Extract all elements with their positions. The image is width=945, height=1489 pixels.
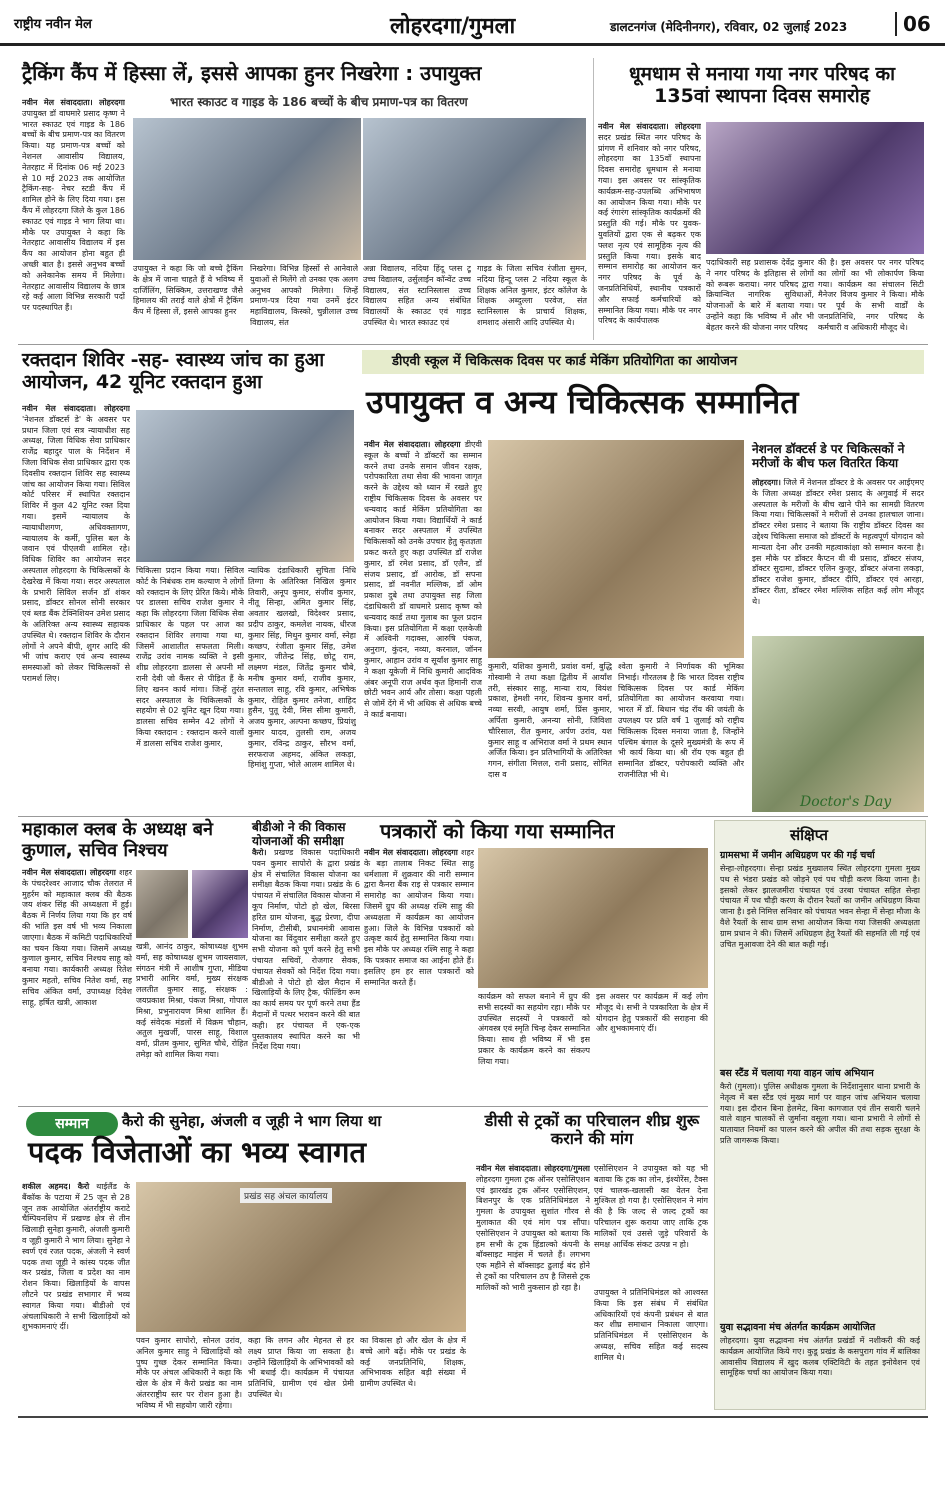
story4-text: डीएवी स्कूल के बच्चों ने डॉक्टरों का सम्मान करने तथा उनके समान जीवन रक्षक, परोपकारिता तथा सेवा की भावना जागृत करने के उद्देश्य को ध्यान में रखते हुए राष्ट्रीय चिकित्सक दिवस के अवसर पर धन्यवाद कार्ड मेकिंग प्रतियोगिता का आयोजन किया गया। विद्यार्थियों ने कार्ड बनाकर सदर अस्पताल में उपस्थित चिकित्सकों को उनके उपचार हेतु कृतज्ञता प्रकट करते हुए कहा उपस्थित डॉ राजेश कुमार, डॉ रमेश प्रसाद, डॉ एलैन, डॉ संजय प्रसाद, डॉ आरोक, डॉ सपना प्रसाद, डॉ नवनीत मल्लिक, डॉ ओम प्रकाश दुबे तथा उपायुक्त सह जिला दंडाधिकारी डॉ वाघमारे प्रसाद कृष्ण को धन्यवाद कार्ड तथा गुलाब का फूल प्रदान किया। इस प्रतियोगिता में कक्षा एलकेजी में अश्विनी गदाक्स, आरुषि पंकज, अनुराग, कुंदन, नव्या, करनाल, जॉनन कुमार, आहान उरांव व सूर्यांश कुमार साहू ने कक्षा यूकेजी में निधि कुमारी आदविक अंबर अनूपी राज अर्थव कृत हिमानी राज छोटी भवन आर्य और तोसा। कक्षा पहली से जोमें देंगे में भी अधिक से अधिक बच्चे ने कार्ड बनाया।	[364, 440, 482, 719]
story9-col4: का विकास हो और खेल के क्षेत्र में बच्चे आगे बढ़ें। मौके पर प्रखंड के कई जनप्रतिनिधि, शिक्षक, अभिभावक सहित बड़ी संख्या में ग्रामीण उपस्थित थे।	[360, 1336, 466, 1389]
page-number: 06	[895, 12, 931, 36]
story3-col3: न्यायिक दंडाधिकारी सुचिता निधि तिग्गा के अतिरिक्त निखिल कुमार तिवारी, अनूप कुमार, संजीव कुमार, नीतू सिन्हा, अमित कुमार सिंह, अवतार खलखो, विदेश्वर प्रसाद, प्रदीप ठाकुर, कमलेश नायक, धीरज कुमार सिंह, मिथुन कुमार वर्मा, स्नेहा कच्छप, रंजीता कुमार सिंह, उमेश कुमार, जीतेन्द्र सिंह, छोटू राम, लक्ष्मण मंडल, जितेंद्र कुमार चौबे, मनीष कुमार वर्मा, राजीव कुमार, सन्तलाल साहू, रवि कुमार, अभिषेक कुमार, रोहित कुमार तनेजा, शाहिद हुसैन, पुतू देवी, मिस सीमा कुमारी, अजय कुमार, अल्पना कच्छप, प्रियांशु कुमार यादव, तुलसी राम, अजय कुमार, रविन्द्र ठाकुर, सौरभ वर्मा, सरफराज अहमद, अंकित लकड़ा, हिमांशु गुप्ता, भोले आलम शामिल थे।	[248, 566, 356, 770]
story5-byline: लोहरदगा।	[752, 478, 781, 487]
section-rule	[18, 344, 928, 345]
story4-headline: उपायुक्त व अन्य चिकित्सक सम्मानित	[366, 383, 799, 421]
story5-text: जिले में नेशनल डॉक्टर डे के अवसर पर आईएमए के जिला अध्यक्ष डॉक्टर रमेश प्रसाद के अगुवाई में सदर अस्पताल के मरीजों के बीच खाने पीने का सामग्री वितरण किया गया। चिकित्सकों ने मरीजों से उनका हालचाल जाना। डॉक्टर रमेश प्रसाद ने बताया कि राष्ट्रीय डॉक्टर दिवस का उद्देश्य चिकित्सा समाज को डॉक्टरों के महत्वपूर्ण योगदान को मान्यता देना और उनकी महत्वाकांक्षा को सम्मान करना है। इस मौके पर डॉक्टर कैप्टन वी वी प्रसाद, डॉक्टर संजय, डॉक्टर सुदामा, डॉक्टर एलिन कुजूर, डॉक्टर अंजना लकड़ा, डॉक्टर राजेश कुमार, डॉक्टर दीपि, डॉक्टर एवं आरहा, डॉक्टर रीता, डॉक्टर रमेश मल्लिक सहित कई लोग मौजूद थे।	[752, 478, 924, 606]
story8-photo	[478, 848, 708, 988]
story10-byline: नवीन मेल संवाददाता। लोहरदगा/गुमला	[476, 1164, 590, 1173]
story8-col3: इस अवसर पर कार्यक्रम में कई लोग मौजूद थे। सभी ने पत्रकारिता के क्षेत्र में योगदान हेतु पत्रकारों की सराहना की और शुभकामनाएं दीं।	[596, 992, 708, 1034]
brief-item2-headline: बस स्टैंड में चलाया गया वाहन जांच अभियान	[720, 1068, 874, 1079]
story5-body	[752, 478, 924, 634]
story6-col2: खत्री, आनंद ठाकुर, कोषाध्यक्ष शुभम वर्मा, सह कोषाध्यक्ष शुभम जायसवाल, संगठन मंत्री में आशीष गुप्ता, मीडिया प्रभारी आमिर वर्मा, मुख्य संरक्षक ललतीत कुमार साहू, संरक्षक : जयप्रकाश मिश्रा, पंकज मिश्रा, गोपाल मिश्रा, प्रभुनारायण मिश्रा शामिल हैं। कई संवेदक मंडलों में विक्रम चौहान, अतुल मुखर्जी, पारस साहू, विशाल वर्मा, प्रीतम कुमार, सुमित चौधे, रोहित तमेड़ा को शामिल किया गया।	[136, 942, 248, 1059]
page-bottom-rule	[18, 1416, 928, 1418]
story3-text: 'नेशनल डॉक्टर्स डे' के अवसर पर प्रधान जिला एवं सत्र न्यायाधीश सह अध्यक्ष, जिला विधिक सेवा प्राधिकार राजेंद्र बहादुर पाल के निर्देशन में जिला विधिक सेवा प्राधिकार द्वारा एक दिवसीय रक्तदान शिविर सह स्वास्थ्य जांच का आयोजन किया गया। सिविल कोर्ट परिसर में स्थापित रक्तदान शिविर में कुल 42 यूनिट रक्त दिया गया। इसमें न्यायालय के न्यायाधीशगण, अधिवक्तागण, न्यायालय के कर्मी, पुलिस बल के जवान एवं पीएलवी शामिल रहे। विधिक शिविर का आयोजन सदर अस्पताल लोहरदगा के चिकित्सकों के देखरेख में किया गया। सदर अस्पताल के प्रभारी सिविल सर्जन डॉ शंकर प्रसाद, डॉक्टर सोनल सोनी सरकार एवं ब्लड बैंक टेक्निशियन उमेश प्रसाद के अतिरिक्त अन्य स्वास्थ्य सहायक उपस्थित थे। रक्तदान शिविर के दौरान लोगों ने अपने बीपी, शुगर आदि की भी जांच कराए एवं अन्य स्वास्थ्य समस्याओं को लेकर चिकित्सकों से परामर्श लिए।	[22, 414, 130, 683]
story2-photo	[706, 122, 924, 254]
story10-col3: उपायुक्त ने प्रतिनिधिमंडल को आश्वस्त किया कि इस संबंध में संबंधित अधिकारियों एवं कंपनी प्रबंधन से बात कर शीघ्र समाधान निकाला जाएगा। प्रतिनिधिमंडल में एसोसिएशन के अध्यक्ष, सचिव सहित कई सदस्य शामिल थे।	[594, 1288, 708, 1362]
story8-byline: नवीन मेल संवाददाता। लोहरदगा	[364, 848, 458, 857]
story6-headline: महाकाल क्लब के अध्यक्ष बने कुणाल, सचिव निश्चय	[22, 819, 213, 861]
story2-body	[598, 122, 701, 340]
column-rule	[593, 58, 594, 340]
story6-byline: नवीन मेल संवाददाता। लोहरदगा	[22, 868, 116, 877]
story7-byline: कैरो।	[252, 848, 267, 857]
story2-text: सदर प्रखंड स्थित नगर परिषद के प्रांगण में शनिवार को नगर परिषद, लोहरदगा का 135वाँ स्थापना दिवस समारोह धूमधाम से मनाया गया। इस अवसर पर सांस्कृतिक कार्यक्रम-सह-उपलब्धि अभिभाषण का आयोजन किया गया। मौके पर कई रंगारंग सांस्कृतिक कार्यक्रमों की प्रस्तुति की गई। मौके पर युवक-युवतियों द्वारा एक से बढ़कर एक फ्लश नृत्य एवं सामूहिक नृत्य की प्रस्तुति किया गया। इसके बाद सम्मान समारोह का आयोजन कर नगर परिषद के पूर्व के जनप्रतिनिधियों, स्थानीय पत्रकारों और सफाई कर्मचारियों को सम्मानित किया गया। मौके पर नगर परिषद के कार्यपालक	[598, 132, 701, 326]
story3-headline: रक्तदान शिविर -सह- स्वास्थ्य जांच का हुआ आयोजन, 42 यूनिट रक्तदान हुआ	[22, 349, 325, 393]
story1-text: उपायुक्त डॉ वाघमारे प्रसाद कृष्ण ने भारत स्काउट एवं गाइड के 186 बच्चों के बीच प्रमाण-पत्र का वितरण किया। यह प्रमाण-पत्र बच्चों को नेशनल आवासीय विद्यालय, नेतरहाट में दिनांक 06 मई 2023 से 10 मई 2023 तक आयोजित ट्रैकिंग-सह- नेचर स्टडी कैंप में शामिल होने के लिए दिया गया। इस कैंप में लोहरदगा जिले के कुल 186 स्काउट एवं गाइड ने भाग लिया था। मौके पर उपायुक्त ने कहा कि नेतरहाट आवासीय विद्यालय में इस कैंप का आयोजन होना बहुत ही अच्छी बात है। इससे अनुभव बच्चों को अनेकानेक समय में मिलेगा। नेतरहाट आवासीय विद्यालय के छात्र रहे कई आला विभिन्न सरकारी पदों पर पदस्थापित हैं।	[22, 108, 125, 313]
story1-photo-right	[363, 118, 586, 260]
story9-tag: सम्मान	[26, 1112, 118, 1136]
story8-body	[364, 848, 474, 1102]
section-name: लोहरदगा/गुमला	[390, 14, 516, 39]
story4-col2: कुमारी, यशिका कुमारी, प्रवांश वर्मा, बुद्धि गोस्वामी ने तथा कक्षा द्वितीय में आर्यांश तरी, संस्कार साहू, मान्या राय, वियंश प्रकाश, हेमशी नगर, शिवन्य कुमार वर्मा, नव्या सरवी, आयुष शर्मा, प्रिंस कुमार, अर्पिता कुमारी, अनन्या सोनी, जिविशा चौरिसाल, रीत कुमार, अर्पण उरांव, यश कुमार साहू व अभिराज वर्मा ने प्रथम स्थान अर्जित किया। इन प्रतिभागियों के अतिरिक्त गगन, संगीता मित्तल, रानी प्रसाद, सोमित दास व	[488, 662, 612, 779]
story1-col4: अन्ना विद्यालय, नदिया हिंदू प्लस टू उच्च विद्यालय, उर्सुलाईन कॉन्वेंट उच्च विद्यालय, संत स्टानिस्लास उच्च विद्यालय सहित अन्य संबंधित विद्यालयों के स्काउट एवं गाइड उपस्थित थे। भारत स्काउट एवं	[363, 264, 471, 327]
page-bottom-margin	[18, 1424, 928, 1474]
story4-byline: नवीन मेल संवाददाता। लोहरदगा	[364, 440, 461, 449]
brief-item3-headline: युवा सद्भावना मंच अंतर्गत कार्यक्रम आयोजित	[720, 1322, 876, 1333]
story4-col3: श्वेता कुमारी ने निर्णायक की भूमिका निभाई। गौरतलब है कि भारत दिवस राष्ट्रीय चिकित्सक दिवस पर कार्ड मेकिंग प्रतियोगिता का आयोजन करवाया गया। भारत में डॉ. बिधान चंद्र रॉय की जयंती के उपलक्ष्य पर प्रति वर्ष 1 जुलाई को राष्ट्रीय चिकित्सक दिवस मनाया जाता है, जिन्होंने पश्चिम बंगाल के दूसरे मुख्यमंत्री के रूप में भी कार्य किया था। श्री रॉय एक बहुत ही सम्मानित डॉक्टर, परोपकारी व्यक्ति और राजनीतिज्ञ भी थे।	[618, 662, 744, 779]
story9-text: थाईलैंड के बैंकॉक के पटाया में 25 जून से 28 जून तक आयोजित अंतर्राष्ट्रीय कराटे चैम्पियनशिप में प्रखण्ड क्षेत्र से तीन खिलाड़ी सुनेहा कुमारी, अंजली कुमारी व जूही कुमारी ने भाग लिया। सुनेहा ने स्वर्ण एवं रजत पदक, अंजली ने स्वर्ण पदक तथा जूही ने कांस्य पदक जीत कर प्रखंड, जिला व प्रदेश का नाम रोशन किया। खिलाड़ियों के वापस लौटने पर प्रखंड सभागार में भव्य स्वागत किया गया। बीडीओ एवं अंचलाधिकारी ने सभी खिलाड़ियों को शुभकामनाएं दीं।	[22, 1182, 130, 1332]
story8-col2: कार्यक्रम को सफल बनाने में ग्रुप की सभी सदस्यों का सहयोग रहा। मौके पर उपस्थित सदस्यों ने पत्रकारों को अंगवस्त्र एवं स्मृति चिन्ह देकर सम्मानित किया। साथ ही भविष्य में भी इस प्रकार के कार्यक्रम करने का संकल्प लिया गया।	[478, 992, 590, 1066]
story8-text: शहर के बड़ा तालाब निकट स्थित साहु धर्मशाला में शुक्रवार की नारी सम्मान द्वारा कैनरा बैंक राइ से पत्रकार सम्मान समारोह का आयोजन किया गया। जिसमें ग्रुप की अध्यक्ष रश्मि साहु की अध्यक्षता में कार्यक्रम का आयोजन हुआ। जिले के विभिन्न पत्रकारों को उत्कृष्ट कार्य हेतु सम्मानित किया गया। इस मौके पर अध्यक्ष रश्मि साहू ने कहा कि पत्रकार समाज का आईना होते हैं। इसलिए हम हर साल पत्रकारों को सम्मानित करते हैं।	[364, 848, 474, 987]
section-rule	[18, 1106, 708, 1107]
brief-item2-text: कैरो (गुमला)। पुलिस अधीक्षक गुमला के निर्देशानुसार थाना प्रभारी के नेतृत्व में बस स्टैंड एवं मुख्य मार्ग पर वाहन जांच अभियान चलाया गया। इस दौरान बिना हेलमेट, बिना कागजात एवं तीन सवारी चलने वाले वाहन चालकों से जुर्माना वसूला गया। थाना प्रभारी ने लोगों से यातायात नियमों का पालन करने की अपील की तथा सड़क सुरक्षा के प्रति जागरूक किया।	[720, 1082, 920, 1145]
brief-item3-text: लोहरदगा। युवा सद्भावना मंच अंतर्गत प्रखंडों में नशीकरी की कई कार्यक्रम आयोजित किये गए। कुडू प्रखंड के कसपुराग गांव में बालिका आवासीय विद्यालय में खुद कलब एक्टिविटी के तहत इनोवेशन एवं सामूहिक चर्चा का आयोजन किया गया।	[720, 1336, 920, 1378]
story10-col2: एसोसिएशन ने उपायुक्त को यह भी बताया कि ट्रक का लोन, इंश्योरेंस, टैक्स एवं चालक-खलासी का वेतन देना मुश्किल हो गया है। एसोसिएशन ने मांग की है कि जल्द से जल्द ट्रकों का परिचालन शुरू कराया जाए ताकि ट्रक मालिकों एवं उससे जुड़े परिवारों के समक्ष आर्थिक संकट उत्पन्न न हो।	[594, 1164, 708, 1249]
section-rule	[18, 816, 928, 817]
story3-col2: चिकित्सा प्रदान किया गया। सिविल कोर्ट के निबंधक राम कल्याण ने लोगों को रक्तदान के लिए प्रेरित किये। मौके पर डालसा सचिव राजेश कुमार ने कहा कि लोहरदगा जिला विधिक सेवा प्राधिकार के पहल पर आज का रक्तदान शिविर लगाया गया था, जिसमें आशातीत सफलता मिली। राजेंद्र उरांव नामक व्यक्ति ने इसी शीघ्र लोहरदगा डालसा से अपनी माँ रानी देवी जो कैंसर से पीड़ित हैं के लिए खनन कार्य मांगा। जिन्हें तुरंत सदर अस्पताल के चिकित्सकों के सहयोग से 02 यूनिट खून दिया गया। डालसा सचिव सम्मेन 42 लोगों ने किया रक्तदान : रक्तदान करने वालों में डालसा सचिव राजेश कुमार,	[136, 566, 244, 748]
story9-headline: पदक विजेताओं का भव्य स्वागत	[28, 1135, 367, 1169]
brief-item1-headline: ग्रामसभा में जमीन अधिग्रहण पर की गई चर्चा	[720, 850, 875, 861]
story1-photo-left	[133, 118, 361, 260]
story9-photo	[136, 1182, 466, 1332]
portrait-photo-left	[136, 870, 188, 938]
story7-text: प्रखण्ड विकास पदाधिकारी पवन कुमार सापोरो के द्वारा प्रखंड क्षेत्र में संचालित विकास योजना का समीक्षा बैठक किया गया। प्रखंड के 6 पंचायत में संचालित विकास योजना में कूप निर्माण, पोटो हो खेल, बिरसा हरित ग्राम योजना, बुद्ध प्रेरणा, दीपा निर्माण, टीसीबी, प्रधानमंत्री आवास योजना का विंदुवार समीक्षा करते हुए सभी योजना को पूर्ण करने हेतु सभी पंचायत सचिवों, रोजगार सेवक, पंचायत सेवकों को निर्देश दिया गया। बीडीओ ने पोटो हो खेल मैदान में खिलाड़ियों के लिए ट्रैक, फील्डिंग रूम का कार्य समय पर पूर्ण करने तथा हैंड मैदानों में पत्थर भरावन करने की बात कही। हर पंचायत में एक-एक पुस्तकालय स्थापित करने का भी निर्देश दिया गया।	[252, 848, 360, 1052]
story2-byline: नवीन मेल संवाददाता। लोहरदगा	[598, 122, 701, 131]
story3-photo	[136, 410, 354, 562]
story4-body	[364, 440, 482, 812]
story10-body	[476, 1164, 590, 1410]
story4-banner: डीएवी स्कूल में चिकित्सक दिवस पर कार्ड मेकिंग प्रतियोगिता का आयोजन	[392, 354, 738, 369]
story9-kicker: कैरो की सुनेहा, अंजली व जूही ने भाग लिया था	[122, 1112, 382, 1130]
story9-col3: कहा कि लगन और मेहनत से हर लक्ष्य प्राप्त किया जा सकता है। उन्होंने खिलाड़ियों के अभिभावकों को भी बधाई दी। कार्यक्रम में पंचायत प्रतिनिधि, ग्रामीण एवं खेल प्रेमी उपस्थित थे।	[248, 1336, 354, 1399]
story10-headline: डीसी से ट्रकों का परिचालन शीघ्र शुरू कराने की मांग	[484, 1111, 700, 1149]
story1-col5: गाइड के जिला सचिव रंजीता सुमन, नदिया हिन्दू प्लस 2 नदिया स्कूल के शिक्षक अनिल कुमार, इंटर कॉलेज के शिक्षक अब्दुल्ला परवेज, संत स्टानिस्लास के प्राचार्य शिक्षक, शमशाद अंसारी आदि उपस्थित थे।	[477, 264, 587, 327]
story3-body	[22, 404, 130, 812]
brief-news-title: संक्षिप्त	[790, 826, 828, 844]
story10-text: लोहरदगा गुमला ट्रक ऑनर एसोसिएशन एवं झारखंड ट्रक ऑनर एसोसिएशन, बिशनपुर के एक प्रतिनिधिमंडल ने गुमला के उपायुक्त सुशांत गौरव से मुलाकात की एवं मांग पत्र सौंपा। एसोसिएशन ने उपायुक्त को बताया कि हम सभी के ट्रक हिंडाल्को कंपनी के बॉक्साइट माइंस में चलते हैं। लगभग एक महीने से बॉक्साइट ढुलाई बंद होने से ट्रकों का परिचालन ठप है जिससे ट्रक मालिकों को भारी नुकसान हो रहा है।	[476, 1174, 590, 1292]
story9-byline: शकील अहमद। कैरो	[22, 1182, 90, 1191]
story2-col3: की है। इस अवसर पर नगर परिषद का लोगों का भी लोकार्पण किया गया। कार्यक्रम का संचालन सिटी मैनेजर विजय कुमार ने किया। मौके पर पूर्व के सभी वार्डों के जनप्रतिनिधि, नगर परिषद के कर्मचारी व अधिकारी मौजूद थे।	[818, 258, 924, 332]
story7-headline: बीडीओ ने की विकास योजनाओं की समीक्षा	[252, 820, 346, 849]
story7-body	[252, 848, 360, 1102]
story8-headline: पत्रकारों को किया गया सम्मानित	[380, 819, 615, 843]
story1-headline: ट्रैकिंग कैंप में हिस्सा लें, इससे आपका हुनर निखरेगा : उपायुक्त	[22, 61, 482, 85]
dateline: डालटनगंज (मेदिनीनगर), रविवार, 02 जुलाई 2023	[610, 20, 848, 34]
story2-headline: धूमधाम से मनाया गया नगर परिषद का 135वां स्थापना दिवस समारोह	[628, 63, 896, 107]
story9-col2: पवन कुमार सापोरो, सोनल उरांव, अनिल कुमार साहु ने खिलाड़ियों को पुष्प गुच्छ देकर सम्मानित किया। मौके पर अंचल अधिकारी ने कहा कि खेल के क्षेत्र में कैरो प्रखंड का नाम अंतरराष्ट्रीय स्तर पर रोशन हुआ है। भविष्य में भी सहयोग जारी रहेगा।	[136, 1336, 242, 1410]
story9-photo-sign: प्रखंड सह अंचल कार्यालय	[240, 1188, 332, 1203]
story1-byline: नवीन मेल संवाददाता। लोहरदगा	[22, 98, 125, 107]
story4-photo	[488, 440, 744, 658]
portrait-photo-right	[192, 870, 248, 938]
story3-byline: नवीन मेल संवाददाता। लोहरदगा	[22, 404, 130, 413]
story1-col3: निखरेगा। विभिन्न हिस्सों से आनेवाले युवाओं से मिलेंगे तो उनका एक अलग अनुभव आपको मिलेगा। जिन्हें प्रमाण-पत्र दिया गया उनमें इंटर महाविद्यालय, किस्को, चुन्नीलाल उच्च विद्यालय, संत	[250, 264, 358, 327]
story9-body	[22, 1182, 130, 1410]
story1-subhead: भारत स्काउट व गाइड के 186 बच्चों के बीच प्रमाण-पत्र का वितरण	[170, 95, 468, 109]
story5-photo	[752, 636, 924, 812]
story5-headline: नेशनल डॉक्टर्स डे पर चिकित्सकों ने मरीजों के बीच फल वितरित किया	[752, 442, 905, 471]
doctors-day-card-caption: Doctor's Day	[800, 794, 892, 810]
newspaper-name: राष्ट्रीय नवीन मेल	[14, 17, 92, 32]
story1-col2: उपायुक्त ने कहा कि जो बच्चे ट्रैकिंग के क्षेत्र में जाना चाहते हैं वे भविष्य में दार्जिलिंग, सिक्किम, उत्तराखण्ड जैसे हिमालय की तराई वाले क्षेत्रों में ट्रैकिंग कैंप में हिस्सा लें, इससे आपका हुनर	[133, 264, 243, 317]
brief-item1-text: सेन्हा-लोहरदगा। सेन्हा प्रखंड मुख्यालय स्थित लोहरदगा गुमला मुख्य पथ से भंडरा प्रखंड को जोड़ने एवं पथ चौड़ी करण किया जाना है। इसको लेकर झालजमीरा पंचायत एवं उरबा पंचायत सहित सेन्हा पंचायत में पथ चौड़ी करण के दौरान रैयतों का जमीन अधिग्रहण किया जाना है। इसे निमित्त सनिवार को पंचायत भवन सेन्हा में सेन्हा मौजा के वैशे रैयतों के साथ ग्राम सभा आयोजन किया गया जिसकी अध्यक्षता ग्राम प्रधान ने की। जिसमें अधिग्रहण हेतु रैयतों की सहमति ली गई एवं उचित मुआवजा देने की बात कही गई।	[720, 864, 920, 949]
story1-body	[22, 98, 125, 340]
story6-text: शहर के पंचदरेश्वर आजाद चौक तेलरात में मुहर्रम को महाकाल क्लब की बैठक जय शंकर सिंह की अध्यक्षता में हुई। बैठक में निर्णय लिया गया कि हर वर्ष की भांति इस वर्ष भी भव्य निकाला जाएगा। बैठक में कमिटी पदाधिकारियों का चयन किया गया। जिसमें अध्यक्ष कुणाल कुमार, सचिव निश्चय साहू को बनाया गया। कार्यकारी अध्यक्ष रितेश कुमार महतो, सचिव नितेश वर्मा, सह सचिव अंकित वर्मा, उपाध्यक्ष दिवेश साहू, हर्षित खत्री, आकाश	[22, 868, 132, 1007]
story2-col2: पदाधिकारी सह प्रशासक देवेंद्र कुमार ने नगर परिषद के इतिहास से लोगों को रूबरू कराया। नगर परिषद द्वारा क्रियान्वित नागरिक सुविधाओं, योजनाओं के बारे में बताया गया। उन्होंने कहा कि भविष्य में और भी बेहतर करने की योजना नगर परिषद	[706, 258, 814, 332]
